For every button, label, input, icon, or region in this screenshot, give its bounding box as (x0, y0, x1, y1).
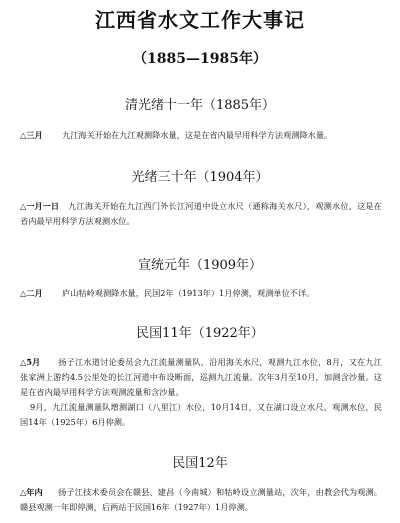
entry-date: △5月 (20, 357, 41, 367)
document-title: 江西省水文工作大事记 (95, 8, 305, 32)
entry-text: 庐山牯岭观测降水量，民国2年（1913年）1月停测，观测单位不详。 (62, 288, 315, 298)
section-heading-1909: 宣统元年（1909年） (137, 258, 263, 273)
entry-text: 九江海关开始在九江西门外长江河道中设立水尺（通称海关水尺），观测水位，这是在省内最早用科学方法观测水位。 (20, 201, 382, 226)
entry-1904-jan (20, 199, 382, 229)
entry-1923-year (20, 485, 382, 515)
section-heading-1904: 光绪三十年（1904年） (131, 170, 269, 185)
entry-date: △一月一日 (20, 201, 60, 211)
entry-date: △年内 (20, 487, 43, 497)
section-heading-1922: 民国11年（1922年） (136, 326, 264, 341)
entry-text: 扬子江技术委员会在赣县、建昌（今南城）和牯岭设立测量站，次年，由教会代为观测。赣县观测一年即停测，后两站于民国16年（1927年）1月停测。 (20, 487, 382, 512)
entry-1922-may (20, 355, 382, 430)
entry-1909-feb (20, 286, 382, 301)
document-subtitle: （1885—1985年） (133, 51, 267, 67)
section-heading-1885: 清光绪十一年（1885年） (124, 98, 276, 113)
entry-date: △二月 (20, 288, 43, 298)
section-heading-1923: 民国12年 (172, 456, 228, 471)
entry-text: 扬子江水道讨论委员会九江流量测量队，沿用海关水尺，观测九江水位，8月，又在九江张家洲上游约4.5公里处的长江河道中布设断面，巡测九江流量。次年3月至10月，加测含沙量。这是在省内最早用科学方法观测流量和含沙量。 (20, 357, 382, 397)
entry-1885-march (20, 128, 382, 143)
entry-text: 9月，九江流量测量队增测湖口（八里江）水位，10月14日，又在湖口设立水尺，观测水位，民国14年（1925年）6月停测。 (20, 402, 382, 427)
entry-date: △三月 (20, 130, 43, 140)
entry-text: 九江海关开始在九江观测降水量，这是在省内最早用科学方法观测降水量。 (62, 130, 333, 140)
